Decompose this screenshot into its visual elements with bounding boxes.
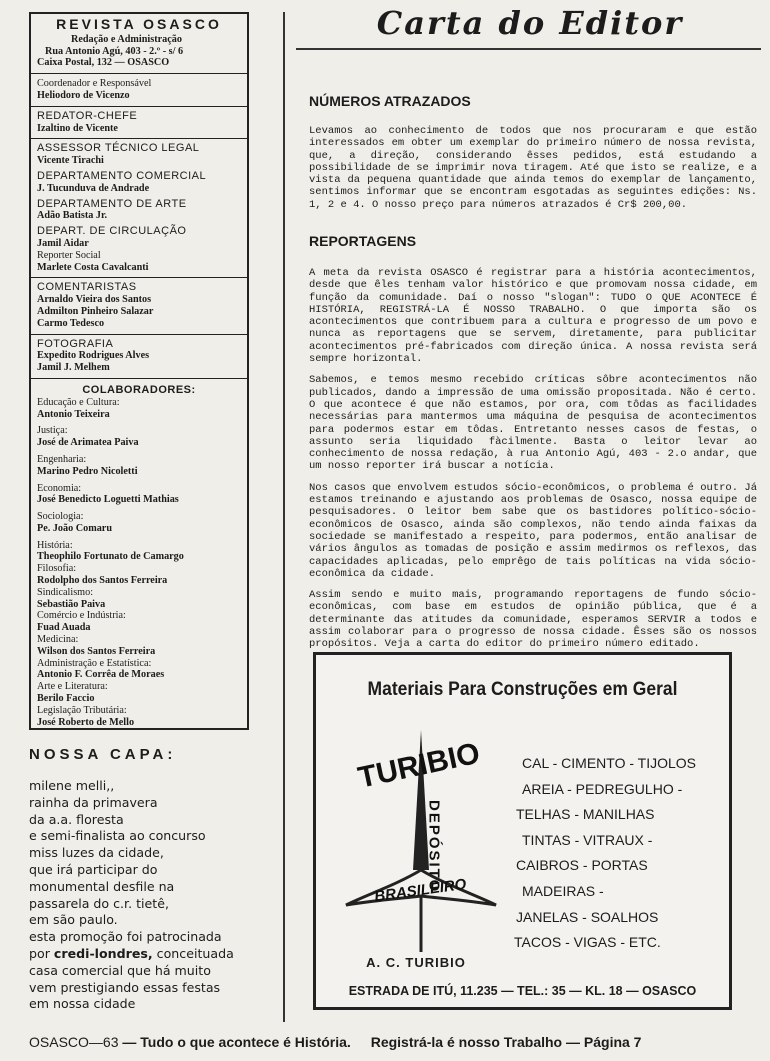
- fotografo-name: Jamil J. Melhem: [37, 362, 110, 374]
- arte-name: Adão Batista Jr.: [37, 210, 108, 222]
- capa-line: rainha da primavera: [29, 794, 158, 810]
- comercial-name: J. Tucunduva de Andrade: [37, 182, 150, 194]
- colaboradores-label: COLABORADORES:: [82, 383, 196, 396]
- footer-slogan: — Tudo o que acontece é História.: [122, 1034, 351, 1050]
- divider: [31, 277, 247, 278]
- capa-sponsor-name: credi-londres,: [53, 945, 153, 961]
- reporter-name: Marlete Costa Cavalcanti: [37, 261, 149, 273]
- colaborador-area: História:: [37, 539, 73, 551]
- colaborador-area: Economia:: [37, 482, 82, 494]
- section-text-reportagens: [309, 267, 757, 660]
- redator-label: REDATOR-CHEFE: [37, 109, 138, 122]
- colaborador-name: Marino Pedro Nicoletti: [37, 465, 138, 477]
- arte-block: [37, 199, 241, 223]
- ad-company: A. C. TURIBIO: [366, 955, 466, 970]
- comentarista-name: Carmo Tedesco: [37, 317, 105, 329]
- colaborador-name: José de Arimatea Paiva: [37, 437, 139, 449]
- product-line: JANELAS - SOALHOS: [516, 908, 659, 925]
- colaborador-area: Educação e Cultura:: [37, 396, 120, 408]
- fotografia-label: FOTOGRAFIA: [37, 337, 114, 350]
- footer-slogan-2: Registrá-la é nosso Trabalho: [370, 1034, 563, 1050]
- colaborador-name: Pe. João Comaru: [37, 522, 112, 534]
- assessor-name: Vicente Tirachi: [37, 155, 104, 167]
- fotografo-name: Expedito Rodrigues Alves: [37, 350, 150, 362]
- colaborador-name: Berilo Faccio: [37, 693, 95, 705]
- redator-name: Izaltino de Vicente: [37, 122, 118, 134]
- capa-line: em nossa cidade: [29, 996, 136, 1012]
- colaborador-name: José Roberto de Mello: [37, 716, 135, 728]
- advertisement: [313, 652, 732, 1010]
- masthead-title: REVISTA OSASCO: [56, 16, 222, 32]
- divider: [31, 138, 247, 139]
- colaborador-entry: [37, 540, 241, 564]
- capa-line: que irá participar do: [29, 861, 158, 877]
- comentaristas-block: [37, 282, 241, 329]
- paragraph: Nos casos que envolvem estudos sócio-econômicos, o problema é outro. Já estamos treinando e ajustando aos problemas de Osasco, nossa equipe de pesquisadores. O leitor bem sabe que os bastidores político-sócio-econômicos de Osasco, ainda são complexos, não tendo ainda faixas da sociedade se manifestado a respeito, para podermos, então analisar de vários ângulos as tomadas de posição e assim medirmos os reflexos, das capacidades aplicadas, pelo emprêgo de tais políticas na vida sócio-econômica da cidade.: [309, 481, 757, 580]
- column-divider: [283, 12, 285, 1022]
- circulacao-label: DEPART. DE CIRCULAÇÃO: [37, 225, 187, 238]
- capa-line: esta promoção foi patrocinada: [29, 929, 222, 945]
- coordenador-label: Coordenador e Responsável: [37, 78, 152, 90]
- colaborador-entry: [37, 610, 241, 634]
- title-rule: [296, 48, 761, 50]
- colaborador-entry: [37, 658, 241, 682]
- arte-label: DEPARTAMENTO DE ARTE: [37, 197, 187, 210]
- section-text-numeros: [309, 125, 757, 220]
- capa-caption: [29, 778, 254, 1013]
- address-line: Redação e Administração: [71, 33, 182, 45]
- page-footer: [29, 1034, 741, 1050]
- colaborador-area: Justiça:: [37, 425, 68, 437]
- product-line: TACOS - VIGAS - ETC.: [514, 934, 661, 951]
- assessor-block: [37, 143, 241, 167]
- colaborador-name: Rodolpho dos Santos Ferreira: [37, 575, 168, 587]
- colaborador-area: Arte e Literatura:: [37, 681, 108, 693]
- colaborador-name: Antonio F. Corrêa de Moraes: [37, 669, 165, 681]
- comercial-label: DEPARTAMENTO COMERCIAL: [37, 169, 207, 182]
- colaborador-entry: [37, 705, 241, 729]
- colaborador-area: Filosofia:: [37, 563, 77, 575]
- product-line: AREIA - PEDREGULHO -: [522, 780, 683, 797]
- colaborador-entry: [37, 454, 241, 478]
- turibio-logo: [336, 720, 506, 960]
- redator-block: [37, 111, 241, 135]
- capa-line: vem prestigiando essas festas: [29, 979, 221, 995]
- paragraph: Assim sendo e muito mais, programando reportagens de fundo sócio-econômicas, com base em estudos de opinião pública, que é a determinante das atitudes da comunidade, esperamos SERVIR a todos e assim colaborar para o progresso de nossa cidade. Êsses são os nossos propósitos. Veja a carta do editor do primeiro número editado.: [309, 589, 757, 651]
- comentarista-name: Arnaldo Vieira dos Santos: [37, 294, 152, 306]
- section-heading-reportagens: REPORTAGENS: [309, 233, 417, 249]
- colaborador-area: Comércio e Indústria:: [37, 610, 126, 622]
- logo-band: BRASILEIRO: [373, 875, 468, 906]
- address-line: Rua Antonio Agú, 403 - 2.º - s/ 6: [45, 45, 184, 57]
- capa-line: da a.a. floresta: [29, 811, 124, 827]
- reporter-label: Reporter Social: [37, 249, 101, 261]
- footer-page: — Página 7: [566, 1034, 642, 1050]
- colaborador-area: Legislação Tributária:: [37, 704, 127, 716]
- product-line: MADEIRAS -: [522, 882, 604, 899]
- coordenador-name: Heliodoro de Vicenzo: [37, 89, 130, 101]
- divider: [31, 106, 247, 107]
- comentaristas-label: COMENTARISTAS: [37, 281, 137, 294]
- capa-line: em são paulo.: [29, 912, 118, 928]
- capa-sponsor-pre: por: [29, 945, 54, 961]
- colaborador-entry: [37, 681, 241, 705]
- colaborador-entry: [37, 511, 241, 535]
- divider: [31, 334, 247, 335]
- capa-line: e semi-finalista ao concurso: [29, 828, 206, 844]
- capa-line: milene melli,,: [29, 778, 115, 793]
- capa-sponsor-post: conceituada: [152, 945, 234, 961]
- product-line: CAIBROS - PORTAS: [516, 857, 648, 874]
- colaborador-entry: [37, 587, 241, 611]
- colaboradores-list: [37, 397, 241, 729]
- logo-brand: TURIBIO: [355, 736, 483, 795]
- ad-headline: Materiais Para Construções em Geral: [367, 679, 678, 700]
- fotografia-block: [37, 339, 241, 374]
- capa-line: miss luzes da cidade,: [29, 845, 164, 861]
- colaborador-name: Wilson dos Santos Ferreira: [37, 645, 156, 657]
- capa-sponsor-line: [29, 946, 254, 963]
- comercial-block: [37, 171, 241, 195]
- masthead-address: [37, 34, 241, 69]
- colaborador-area: Administração e Estatística:: [37, 657, 152, 669]
- divider: [31, 73, 247, 74]
- colaborador-area: Medicina:: [37, 634, 79, 646]
- colaborador-area: Sindicalismo:: [37, 586, 94, 598]
- paragraph: Levamos ao conhecimento de todos que nos procuraram e que estão interessados em obter um exemplar do primeiro número de nossa revista, que, a direção, considerando êsses pedidos, está estudando a possibilidade de se imprimir nova tiragem. Até que isto se realize, e a vista da pequena quantidade que ainda temos do exemplar de lançamento, sentimos informar que se encontram esgotadas as seguintes edições: Ns. 1, 2 e 4. O nosso preço para números atrazados é Cr$ 200,00.: [309, 125, 757, 211]
- logo-vertical: DEPÓSITO: [425, 800, 443, 894]
- product-line: TINTAS - VITRAUX -: [522, 831, 653, 848]
- colaborador-name: Fuad Auada: [37, 622, 91, 634]
- footer-edition: OSASCO—63: [29, 1034, 119, 1050]
- colaborador-name: Antonio Teixeira: [37, 408, 110, 420]
- colaborador-area: Engenharia:: [37, 453, 87, 465]
- page-title: Carta do Editor: [376, 4, 684, 42]
- capa-heading: NOSSA CAPA:: [29, 746, 177, 763]
- ad-products: [508, 751, 723, 956]
- colaborador-entry: [37, 425, 241, 449]
- capa-line: passarela do c.r. tietê,: [29, 895, 169, 911]
- colaborador-name: José Benedicto Loguetti Mathias: [37, 494, 179, 506]
- address-line: Caixa Postal, 132 — OSASCO: [37, 57, 170, 69]
- product-line: TELHAS - MANILHAS: [516, 806, 655, 823]
- colaborador-entry: [37, 634, 241, 658]
- divider: [31, 378, 247, 379]
- colaborador-entry: [37, 563, 241, 587]
- comentarista-name: Admilton Pinheiro Salazar: [37, 305, 154, 317]
- colaborador-name: Theophilo Fortunato de Camargo: [37, 551, 184, 563]
- circulacao-block: [37, 226, 241, 273]
- section-heading-numeros: NÚMEROS ATRAZADOS: [309, 93, 471, 109]
- product-line: CAL - CIMENTO - TIJOLOS: [522, 755, 696, 771]
- coordenador-block: [37, 78, 241, 102]
- masthead-box: [29, 12, 249, 730]
- capa-line: casa comercial que há muito: [29, 962, 211, 978]
- colaborador-area: Sociologia:: [37, 511, 84, 523]
- circulacao-name: Jamil Aidar: [37, 237, 89, 249]
- colaborador-entry: [37, 397, 241, 421]
- capa-line: monumental desfile na: [29, 878, 175, 894]
- paragraph: Sabemos, e temos mesmo recebido críticas sôbre acontecimentos não publicados, dando a impressão de uma omissão propositada. Não é certo. O que acontece é que não estamos, por ora, com tôdas as facilidades necessárias para mantermos uma máquina de pesquisa de acontecimentos para podermos estar em tôdas. Entretanto nesses casos de festas, o assunto seria liquidado fàcilmente. Basta o leitor levar ao conhecimento de nossa redação, à rua Antonio Agú, 403 - 2.o andar, que um nosso reporter irá buscar a notícia.: [309, 374, 757, 473]
- paragraph: A meta da revista OSASCO é registrar para a história acontecimentos, desde que êles tenham valor histórico e que promovam nossa cidade, em função da comunidade. Daí o nosso "slogan": TUDO O QUE ACONTECE É HISTÓRIA, REGISTRÁ-LA É NOSSO TRABALHO. O que importa são os acontecimentos que contribuem para a cultura e progresso de um povo e nunca as reportagens que se servem, diretamente, para publicitar acontecimentos pré-fabricados com direção única. A nossa revista será sempre horizontal.: [309, 267, 757, 366]
- assessor-label: ASSESSOR TÉCNICO LEGAL: [37, 142, 200, 155]
- ad-address: ESTRADA DE ITÚ, 11.235 — TEL.: 35 — KL. 18 — OSASCO: [348, 984, 697, 998]
- colaborador-entry: [37, 483, 241, 507]
- colaborador-name: Sebastião Paiva: [37, 598, 106, 610]
